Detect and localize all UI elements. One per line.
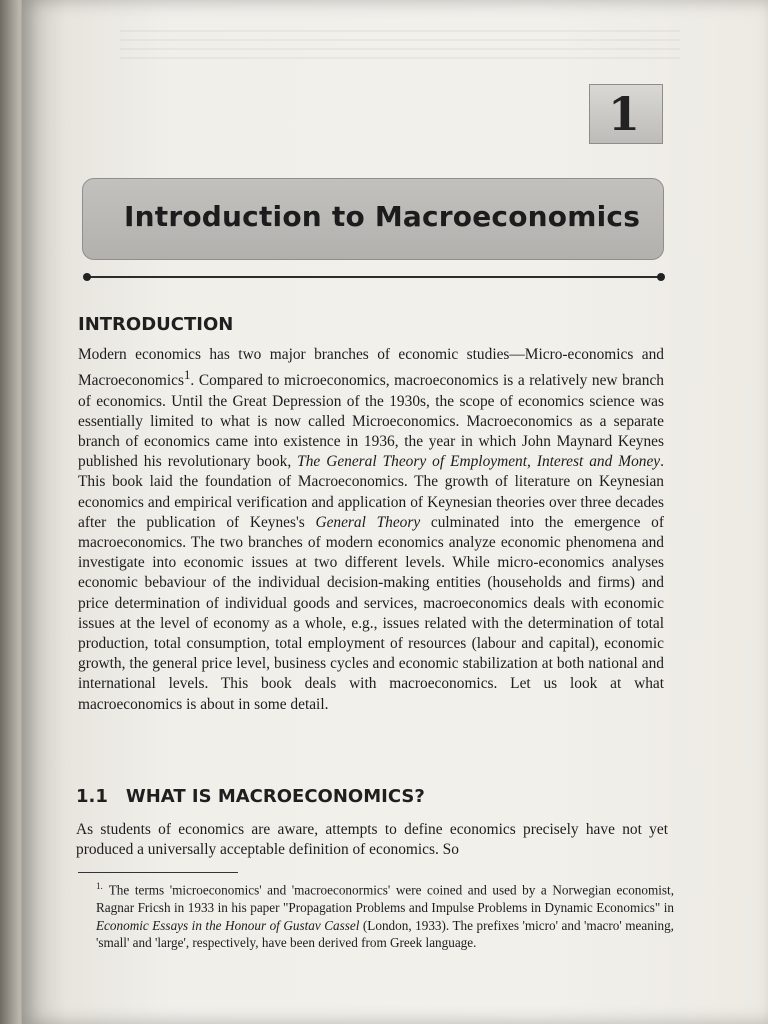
title-divider — [86, 276, 662, 278]
section-title: WHAT IS MACROECONOMICS? — [125, 786, 425, 807]
footnote-divider — [78, 872, 238, 873]
text-run: culminated into the emergence of macroeconomics. The two branches of modern economics analyze economic phenomena and investigate into economic issues at two different levels. While micro-economics analyses economic bebaviour of the individual decision-making entities (households and firms) and price determination of individual goods and services, macroeconomics deals with economic issues at the level of economy as a whole, e.g., issues related with the determination of total production, total consumption, total employment of resources (labour and capital), economic growth, the general price level, business cycles and economic stabilization at both national and international levels. This book deals with macroeconomics. Let us look at what macroeconomics is about in some detail. — [78, 513, 664, 713]
italic-title: The General Theory of Employment, Interest and Money — [297, 453, 661, 471]
chapter-title: Introduction to Macroeconomics — [124, 200, 641, 233]
bleed-through-text — [120, 30, 680, 66]
section-heading — [76, 786, 425, 807]
text-run: . This book laid the foundation of Macroeconomics. The growth of literature on Keynesian economics and empirical verification and application of Keynesian theories over three decades after the publication of Keynes's — [78, 453, 664, 531]
introduction-paragraph — [78, 345, 664, 715]
text-run: Modern economics has two major branches of economic studies—Micro-economics and Macroeconomics — [78, 346, 664, 390]
introduction-heading: INTRODUCTION — [78, 314, 234, 335]
text-run: . Compared to microeconomics, macroeconomics is a relatively new branch of economics. Until the Great Depression of the 1930s, the scope of economics science was essentially limited to what is now called Microeconomics. Macroeconomics as a separate branch of economics came into existence in 1936, the year in which John Maynard Keynes published his revolutionary book, — [78, 372, 664, 471]
section-paragraph: As students of economics are aware, attempts to define economics precisely have not yet produced a universally acceptable definition of economics. So — [76, 821, 668, 859]
section-number: 1.1 — [76, 786, 108, 807]
footnote-text — [96, 882, 674, 950]
italic-title: General Theory — [315, 513, 421, 531]
text-run: (London, 1933). The prefixes 'micro' and 'macro' meaning, 'small' and 'large', respectively, have been derived from Greek language. — [96, 917, 674, 951]
footnote-ref: 1 — [183, 368, 191, 383]
text-run: The terms 'microeconomics' and 'macroeconormics' were coined and used by a Norwegian economist, Ragnar Fricsh in 1933 in his paper "Propagation Problems and Impulse Problems in Dynamic Economics" in — [96, 882, 674, 915]
italic-title: Economic Essays in the Honour of Gustav Cassel — [96, 917, 360, 933]
footnote — [96, 878, 674, 952]
chapter-number: 1 — [589, 84, 663, 144]
footnote-mark: 1. — [96, 881, 103, 891]
